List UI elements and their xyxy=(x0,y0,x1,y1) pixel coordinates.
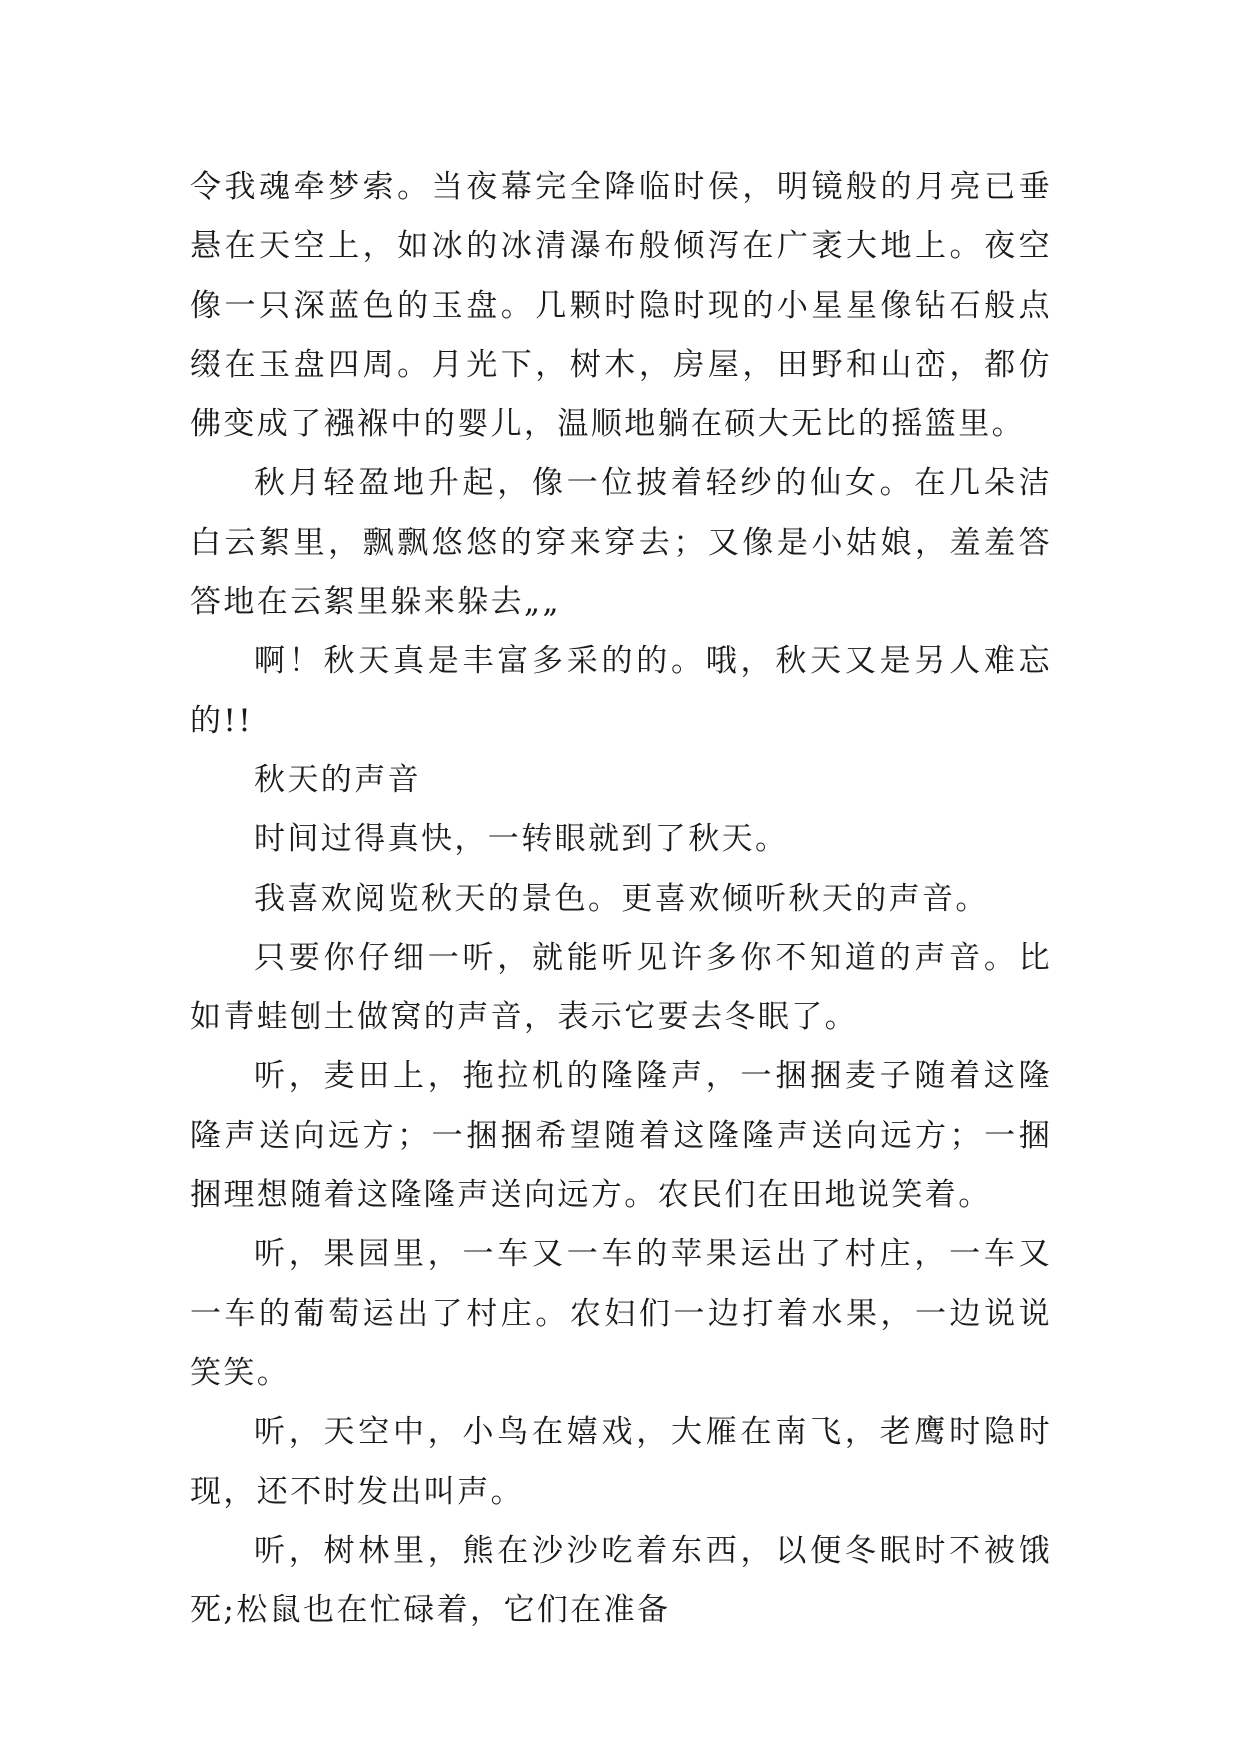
paragraph-8: 听，麦田上，拖拉机的隆隆声，一捆捆麦子随着这隆隆声送向远方；一捆捆希望随着这隆隆声送向远方；一捆捆理想随着这隆隆声送向远方。农民们在田地说笑着。 xyxy=(190,1058,1052,1214)
paragraph-1: 令我魂牵梦索。当夜幕完全降临时侯，明镜般的月亮已垂悬在天空上，如冰的冰清瀑布般倾泻在广袤大地上。夜空像一只深蓝色的玉盘。几颗时隐时现的小星星像钻石般点缀在玉盘四周。月光下，树木，房屋，田野和山峦，都仿佛变成了襁褓中的婴儿，温顺地躺在硕大无比的摇篮里。 xyxy=(190,169,1052,443)
paragraph-10: 听，天空中，小鸟在嬉戏，大雁在南飞，老鹰时隐时现，还不时发出叫声。 xyxy=(190,1414,1052,1510)
paragraph-3: 啊！秋天真是丰富多采的的。哦，秋天又是另人难忘的!! xyxy=(190,643,1052,739)
paragraph-9: 听，果园里，一车又一车的苹果运出了村庄，一车又一车的葡萄运出了村庄。农妇们一边打着水果，一边说说笑笑。 xyxy=(190,1236,1052,1391)
paragraph-7: 只要你仔细一听，就能听见许多你不知道的声音。比如青蛙刨土做窝的声音，表示它要去冬眠了。 xyxy=(190,939,1052,1036)
paragraph-5: 时间过得真快，一转眼就到了秋天。 xyxy=(254,821,789,858)
section-heading: 秋天的声音 xyxy=(254,761,421,798)
paragraph-11: 听，树林里，熊在沙沙吃着东西，以便冬眠时不被饿死;松鼠也在忙碌着，它们在准备 xyxy=(190,1532,1052,1629)
paragraph-2: 秋月轻盈地升起，像一位披着轻纱的仙女。在几朵洁白云絮里，飘飘悠悠的穿来穿去；又像是小姑娘，羞羞答答地在云絮里躲来躲去„„ xyxy=(190,465,1052,621)
document-body xyxy=(190,158,1052,1640)
paragraph-6: 我喜欢阅览秋天的景色。更喜欢倾听秋天的声音。 xyxy=(254,880,989,917)
